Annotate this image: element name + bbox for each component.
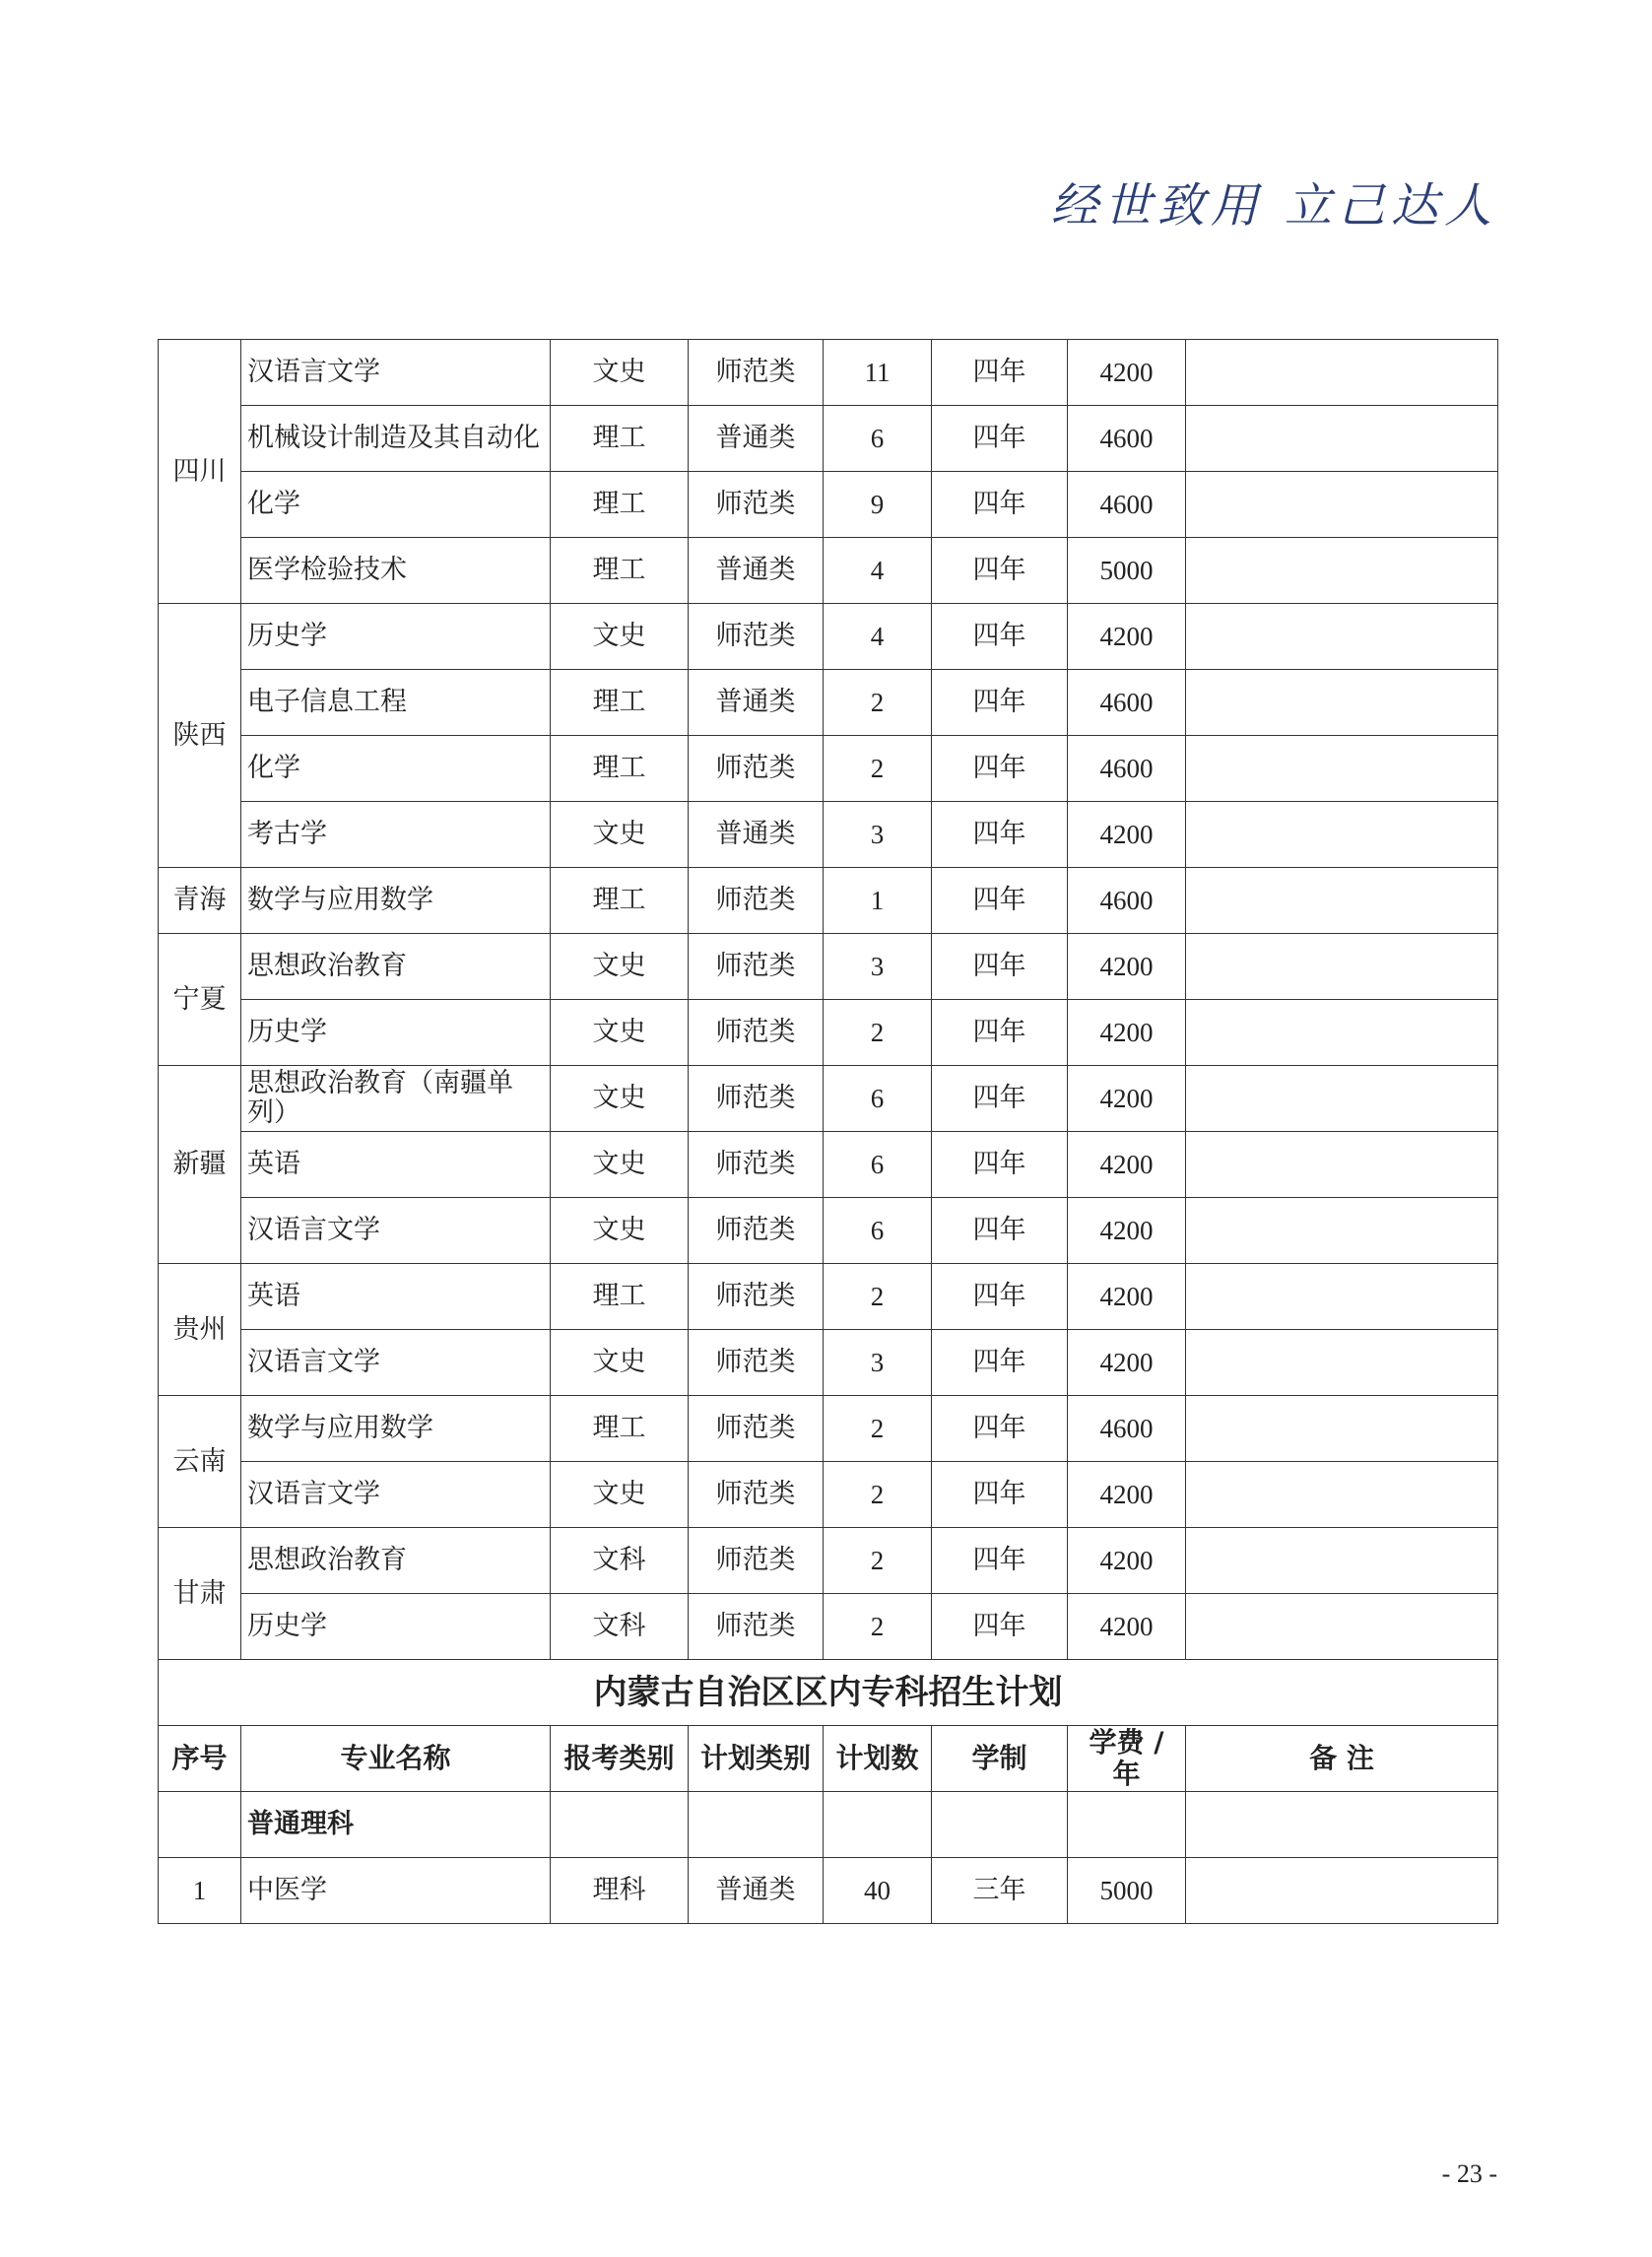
table-row [159,472,1498,538]
tuition-fee-cell: 4600 [1068,670,1186,736]
exam-type-cell: 文史 [551,604,689,670]
tuition-fee-cell: 4200 [1068,1330,1186,1396]
major-name-cell: 历史学 [241,604,551,670]
duration-cell: 四年 [932,472,1068,538]
table-row [159,868,1498,934]
header-row [159,1726,1498,1792]
duration-cell: 四年 [932,1066,1068,1132]
remarks-cell [1186,1066,1498,1132]
column-header-major: 专业名称 [241,1726,551,1792]
tuition-fee-cell: 5000 [1068,538,1186,604]
column-header-exam: 报考类别 [551,1726,689,1792]
plan-count-cell: 6 [824,1198,932,1264]
table-row [159,1462,1498,1528]
plan-type-cell: 普通类 [689,406,824,472]
plan-count-cell: 40 [824,1858,932,1924]
major-name-cell: 思想政治教育 [241,934,551,1000]
exam-type-cell: 文科 [551,1594,689,1660]
remarks-cell [1186,736,1498,802]
plan-count-cell: 1 [824,868,932,934]
major-name-cell: 机械设计制造及其自动化 [241,406,551,472]
duration-cell: 四年 [932,1462,1068,1528]
province-cell: 云南 [159,1396,241,1528]
tuition-fee-cell: 4600 [1068,1396,1186,1462]
plan-count-cell: 4 [824,604,932,670]
tuition-fee-cell: 4200 [1068,1132,1186,1198]
major-name-cell: 化学 [241,472,551,538]
table-row [159,1264,1498,1330]
plan-count-cell: 2 [824,1528,932,1594]
duration-cell: 四年 [932,1330,1068,1396]
table-row [159,1396,1498,1462]
remarks-cell [1186,934,1498,1000]
tuition-fee-cell: 4200 [1068,934,1186,1000]
table-row [159,1066,1498,1132]
plan-type-cell: 师范类 [689,1264,824,1330]
tuition-fee-cell: 4200 [1068,1462,1186,1528]
table-row [159,1198,1498,1264]
plan-count-cell: 9 [824,472,932,538]
seq-cell: 1 [159,1858,241,1924]
tuition-fee-cell: 4600 [1068,406,1186,472]
table-row [159,736,1498,802]
plan-count-cell: 2 [824,1000,932,1066]
plan-count-cell: 3 [824,802,932,868]
remarks-cell [1186,538,1498,604]
exam-type-cell: 文史 [551,1132,689,1198]
exam-type-cell: 理科 [551,1858,689,1924]
duration-cell: 四年 [932,1528,1068,1594]
major-name-cell: 考古学 [241,802,551,868]
enrollment-plan-table [158,339,1498,1924]
plan-count-cell: 3 [824,1330,932,1396]
table-body [159,340,1498,1924]
major-name-cell: 汉语言文学 [241,340,551,406]
exam-type-cell: 文史 [551,340,689,406]
plan-type-cell: 师范类 [689,472,824,538]
tuition-fee-cell: 4200 [1068,1000,1186,1066]
tuition-fee-cell: 4200 [1068,802,1186,868]
table-row [159,934,1498,1000]
plan-type-cell: 师范类 [689,1132,824,1198]
duration-cell: 四年 [932,538,1068,604]
category-label: 普通理科 [241,1792,551,1858]
exam-type-cell: 理工 [551,538,689,604]
table-row [159,1000,1498,1066]
category-row [159,1792,1498,1858]
plan-type-cell: 师范类 [689,934,824,1000]
duration-cell: 四年 [932,1264,1068,1330]
column-header-fee: 学费 / 年 [1068,1726,1186,1792]
empty-cell [932,1792,1068,1858]
tuition-fee-cell: 5000 [1068,1858,1186,1924]
major-name-cell: 思想政治教育（南疆单列） [241,1066,551,1132]
duration-cell: 四年 [932,1132,1068,1198]
plan-count-cell: 2 [824,736,932,802]
duration-cell: 四年 [932,736,1068,802]
remarks-cell [1186,1396,1498,1462]
exam-type-cell: 文史 [551,1198,689,1264]
plan-count-cell: 6 [824,406,932,472]
major-name-cell: 医学检验技术 [241,538,551,604]
plan-type-cell: 师范类 [689,1330,824,1396]
duration-cell: 四年 [932,1000,1068,1066]
table-row [159,538,1498,604]
province-cell: 四川 [159,340,241,604]
duration-cell: 四年 [932,868,1068,934]
plan-count-cell: 6 [824,1066,932,1132]
table-row [159,1132,1498,1198]
plan-type-cell: 师范类 [689,736,824,802]
province-cell: 新疆 [159,1066,241,1264]
column-header-plan: 计划类别 [689,1726,824,1792]
tuition-fee-cell: 4600 [1068,736,1186,802]
province-cell: 宁夏 [159,934,241,1066]
tuition-fee-cell: 4200 [1068,340,1186,406]
major-name-cell: 汉语言文学 [241,1330,551,1396]
remarks-cell [1186,670,1498,736]
plan-type-cell: 师范类 [689,1198,824,1264]
empty-cell [689,1792,824,1858]
plan-type-cell: 师范类 [689,1528,824,1594]
duration-cell: 四年 [932,934,1068,1000]
plan-count-cell: 11 [824,340,932,406]
exam-type-cell: 理工 [551,472,689,538]
header-motto: 经世致用 立己达人 [1050,178,1497,233]
plan-type-cell: 普通类 [689,538,824,604]
exam-type-cell: 理工 [551,1396,689,1462]
page-number: - 23 - [1441,2159,1497,2188]
remarks-cell [1186,868,1498,934]
duration-cell: 四年 [932,406,1068,472]
tuition-fee-cell: 4200 [1068,1066,1186,1132]
remarks-cell [1186,1132,1498,1198]
column-header-seq: 序号 [159,1726,241,1792]
tuition-fee-cell: 4200 [1068,1528,1186,1594]
plan-count-cell: 2 [824,1462,932,1528]
exam-type-cell: 文史 [551,1000,689,1066]
empty-cell [1068,1792,1186,1858]
remarks-cell [1186,1000,1498,1066]
province-cell: 陕西 [159,604,241,868]
exam-type-cell: 文史 [551,802,689,868]
table-row [159,1528,1498,1594]
remarks-cell [1186,1594,1498,1660]
exam-type-cell: 理工 [551,736,689,802]
exam-type-cell: 理工 [551,868,689,934]
table-row [159,340,1498,406]
major-name-cell: 汉语言文学 [241,1462,551,1528]
remarks-cell [1186,604,1498,670]
remarks-cell [1186,472,1498,538]
remarks-cell [1186,406,1498,472]
remarks-cell [1186,340,1498,406]
major-name-cell: 历史学 [241,1594,551,1660]
duration-cell: 四年 [932,604,1068,670]
major-name-cell: 英语 [241,1264,551,1330]
major-name-cell: 英语 [241,1132,551,1198]
empty-cell [824,1792,932,1858]
exam-type-cell: 文史 [551,934,689,1000]
plan-type-cell: 师范类 [689,340,824,406]
duration-cell: 三年 [932,1858,1068,1924]
plan-count-cell: 4 [824,538,932,604]
table-row [159,670,1498,736]
plan-type-cell: 师范类 [689,1462,824,1528]
empty-cell [551,1792,689,1858]
tuition-fee-cell: 4200 [1068,604,1186,670]
duration-cell: 四年 [932,340,1068,406]
duration-cell: 四年 [932,1396,1068,1462]
major-name-cell: 数学与应用数学 [241,868,551,934]
exam-type-cell: 文史 [551,1330,689,1396]
exam-type-cell: 理工 [551,406,689,472]
plan-type-cell: 师范类 [689,1066,824,1132]
exam-type-cell: 理工 [551,1264,689,1330]
tuition-fee-cell: 4600 [1068,868,1186,934]
plan-count-cell: 2 [824,1264,932,1330]
major-name-cell: 思想政治教育 [241,1528,551,1594]
plan-count-cell: 3 [824,934,932,1000]
plan-type-cell: 普通类 [689,670,824,736]
plan-type-cell: 师范类 [689,1594,824,1660]
remarks-cell [1186,1330,1498,1396]
table-row [159,1330,1498,1396]
province-cell: 青海 [159,868,241,934]
major-name-cell: 汉语言文学 [241,1198,551,1264]
major-name-cell: 中医学 [241,1858,551,1924]
province-cell: 甘肃 [159,1528,241,1660]
table-row [159,802,1498,868]
seq-cell [159,1792,241,1858]
plan-count-cell: 6 [824,1132,932,1198]
plan-type-cell: 师范类 [689,868,824,934]
exam-type-cell: 文科 [551,1528,689,1594]
remarks-cell [1186,802,1498,868]
tuition-fee-cell: 4200 [1068,1198,1186,1264]
exam-type-cell: 文史 [551,1462,689,1528]
remarks-cell [1186,1858,1498,1924]
duration-cell: 四年 [932,1594,1068,1660]
tuition-fee-cell: 4600 [1068,472,1186,538]
table-row [159,604,1498,670]
plan-type-cell: 师范类 [689,1000,824,1066]
tuition-fee-cell: 4200 [1068,1264,1186,1330]
table-row [159,1594,1498,1660]
exam-type-cell: 文史 [551,1066,689,1132]
remarks-cell [1186,1528,1498,1594]
empty-cell [1186,1792,1498,1858]
plan-count-cell: 2 [824,1396,932,1462]
province-cell: 贵州 [159,1264,241,1396]
plan-type-cell: 师范类 [689,604,824,670]
plan-type-cell: 普通类 [689,802,824,868]
major-name-cell: 电子信息工程 [241,670,551,736]
column-header-count: 计划数 [824,1726,932,1792]
exam-type-cell: 理工 [551,670,689,736]
major-name-cell: 数学与应用数学 [241,1396,551,1462]
plan-type-cell: 普通类 [689,1858,824,1924]
remarks-cell [1186,1462,1498,1528]
tuition-fee-cell: 4200 [1068,1594,1186,1660]
duration-cell: 四年 [932,1198,1068,1264]
section-title: 内蒙古自治区区内专科招生计划 [159,1660,1498,1726]
plan-type-cell: 师范类 [689,1396,824,1462]
major-name-cell: 化学 [241,736,551,802]
table-row [159,1858,1498,1924]
column-header-duration: 学制 [932,1726,1068,1792]
major-name-cell: 历史学 [241,1000,551,1066]
plan-count-cell: 2 [824,1594,932,1660]
plan-count-cell: 2 [824,670,932,736]
remarks-cell [1186,1198,1498,1264]
duration-cell: 四年 [932,802,1068,868]
section-title-row [159,1660,1498,1726]
duration-cell: 四年 [932,670,1068,736]
remarks-cell [1186,1264,1498,1330]
column-header-note: 备 注 [1186,1726,1498,1792]
table-row [159,406,1498,472]
